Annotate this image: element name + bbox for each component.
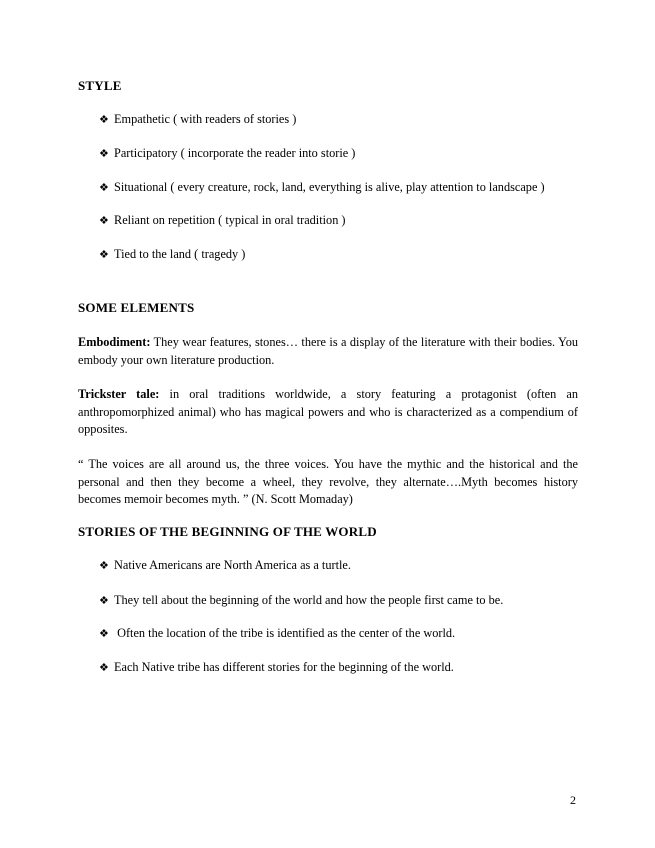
elements-heading: SOME ELEMENTS — [78, 300, 195, 315]
list-item — [99, 180, 545, 195]
list-item-text: Participatory ( incorporate the reader into storie ) — [114, 146, 356, 160]
diamond-bullet-icon: ❖ — [99, 215, 109, 227]
list-item — [99, 626, 455, 641]
embodiment-text: They wear features, stones… there is a display of the literature with their bodies. You embody your own literature production. — [78, 335, 578, 367]
diamond-bullet-icon: ❖ — [99, 182, 109, 194]
list-item — [99, 146, 355, 161]
list-item-text: Tied to the land ( tragedy ) — [114, 247, 246, 261]
trickster-text: in oral traditions worldwide, a story featuring a protagonist (often an anthropomorphized animal) who has magical powers and who is characterized as a compendium of opposites. — [78, 387, 579, 436]
momaday-quote: “ The voices are all around us, the three voices. You have the mythic and the historical and the personal and then they become a wheel, they revolve, they alternate….Myth becomes history becomes memoir becomes myth. ” (N. Scott Momaday) — [78, 457, 578, 506]
list-item — [99, 213, 346, 228]
list-item-text: Each Native tribe has different stories for the beginning of the world. — [114, 660, 454, 674]
embodiment-term: Embodiment: — [78, 335, 151, 349]
list-item — [99, 593, 503, 608]
list-item-text: Often the location of the tribe is identified as the center of the world. — [114, 626, 456, 640]
diamond-bullet-icon: ❖ — [99, 560, 109, 572]
list-item — [99, 558, 351, 573]
list-item — [99, 660, 454, 675]
stories-heading: STORIES OF THE BEGINNING OF THE WORLD — [78, 524, 377, 539]
list-item-text: Empathetic ( with readers of stories ) — [114, 112, 297, 126]
diamond-bullet-icon: ❖ — [99, 114, 109, 126]
list-item-text: Situational ( every creature, rock, land, everything is alive, play attention to landscape ) — [114, 180, 545, 194]
list-item-text: Reliant on repetition ( typical in oral tradition ) — [114, 213, 346, 227]
trickster-paragraph — [78, 386, 578, 439]
list-item — [99, 112, 296, 127]
diamond-bullet-icon: ❖ — [99, 595, 109, 607]
list-item — [99, 247, 245, 262]
trickster-term: Trickster tale: — [78, 387, 160, 401]
diamond-bullet-icon: ❖ — [99, 628, 109, 640]
diamond-bullet-icon: ❖ — [99, 662, 109, 674]
list-item-text: They tell about the beginning of the world and how the people first came to be. — [114, 593, 504, 607]
page-number: 2 — [570, 793, 576, 807]
diamond-bullet-icon: ❖ — [99, 148, 109, 160]
diamond-bullet-icon: ❖ — [99, 249, 109, 261]
style-heading: STYLE — [78, 78, 122, 93]
embodiment-paragraph — [78, 334, 578, 369]
list-item-text: Native Americans are North America as a turtle. — [114, 558, 351, 572]
